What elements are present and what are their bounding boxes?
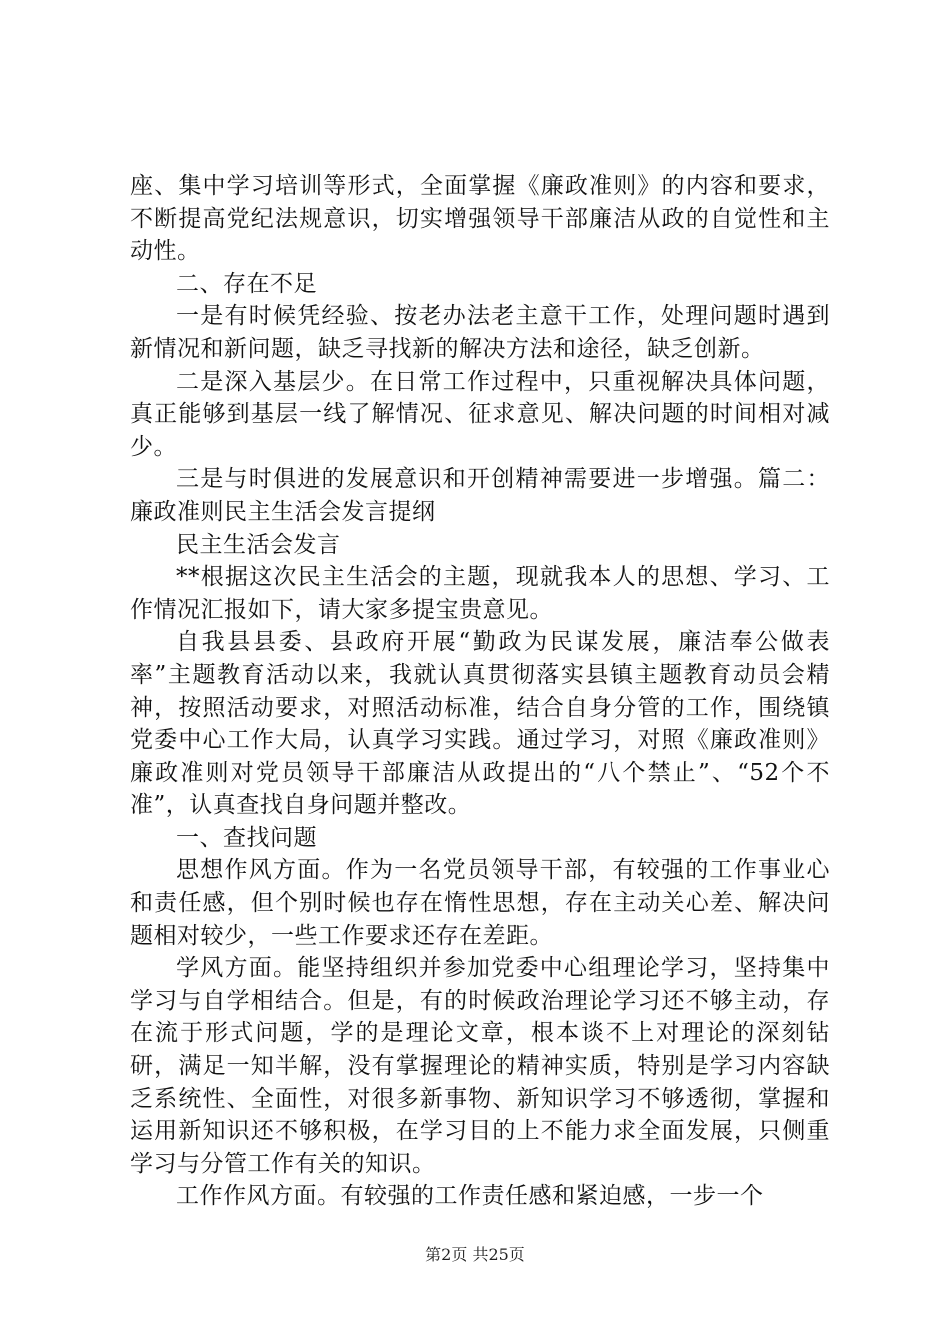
paragraph: 自我县县委、县政府开展“勤政为民谋发展，廉洁奉公做表率”主题教育活动以来，我就认真贯彻落实县镇主题教育动员会精神，按照活动要求，对照活动标准，结合自身分管的工作，围绕镇党委中心工作大局，认真学习实践。通过学习，对照《廉政准则》廉政准则对党员领导干部廉洁从政提出的“八个禁止”、“52个不准”，认真查找自身问题并整改。 xyxy=(130,629,830,819)
paragraph: 思想作风方面。作为一名党员领导干部，有较强的工作事业心和责任感，但个别时候也存在惰性思想，存在主动关心差、解决问题相对较少，一些工作要求还存在差距。 xyxy=(130,857,830,949)
paragraph: 二是深入基层少。在日常工作过程中，只重视解决具体问题，真正能够到基层一线了解情况、征求意见、解决问题的时间相对减少。 xyxy=(130,368,830,460)
paragraph: 工作作风方面。有较强的工作责任感和紧迫感，一步一个 xyxy=(176,1183,764,1210)
paragraph: 学风方面。能坚持组织并参加党委中心组理论学习，坚持集中学习与自学相结合。但是，有的时候政治理论学习还不够主动，存在流于形式问题，学的是理论文章，根本谈不上对理论的深刻钻研，满足一知半解，没有掌握理论的精神实质，特别是学习内容缺乏系统性、全面性，对很多新事物、新知识学习不够透彻，掌握和运用新知识还不够积极，在学习目的上不能力求全面发展，只侧重学习与分管工作有关的知识。 xyxy=(130,955,830,1177)
paragraph: 三是与时俱进的发展意识和开创精神需要进一步增强。篇二：廉政准则民主生活会发言提纲 xyxy=(130,466,830,525)
paragraph-continued: 座、集中学习培训等形式，全面掌握《廉政准则》的内容和要求，不断提高党纪法规意识，切实增强领导干部廉洁从政的自觉性和主动性。 xyxy=(130,173,830,265)
paragraph: **根据这次民主生活会的主题，现就我本人的思想、学习、工作情况汇报如下，请大家多提宝贵意见。 xyxy=(130,564,830,623)
document-body xyxy=(130,170,830,1213)
speech-title: 民主生活会发言 xyxy=(176,531,341,558)
section-heading-find-problems: 一、查找问题 xyxy=(176,824,317,851)
section-heading-shortcomings: 二、存在不足 xyxy=(176,270,317,297)
page-number-footer: 第2页 共25页 xyxy=(425,1245,525,1264)
paragraph: 一是有时候凭经验、按老办法老主意干工作，处理问题时遇到新情况和新问题，缺乏寻找新的解决方法和途径，缺乏创新。 xyxy=(130,303,830,362)
